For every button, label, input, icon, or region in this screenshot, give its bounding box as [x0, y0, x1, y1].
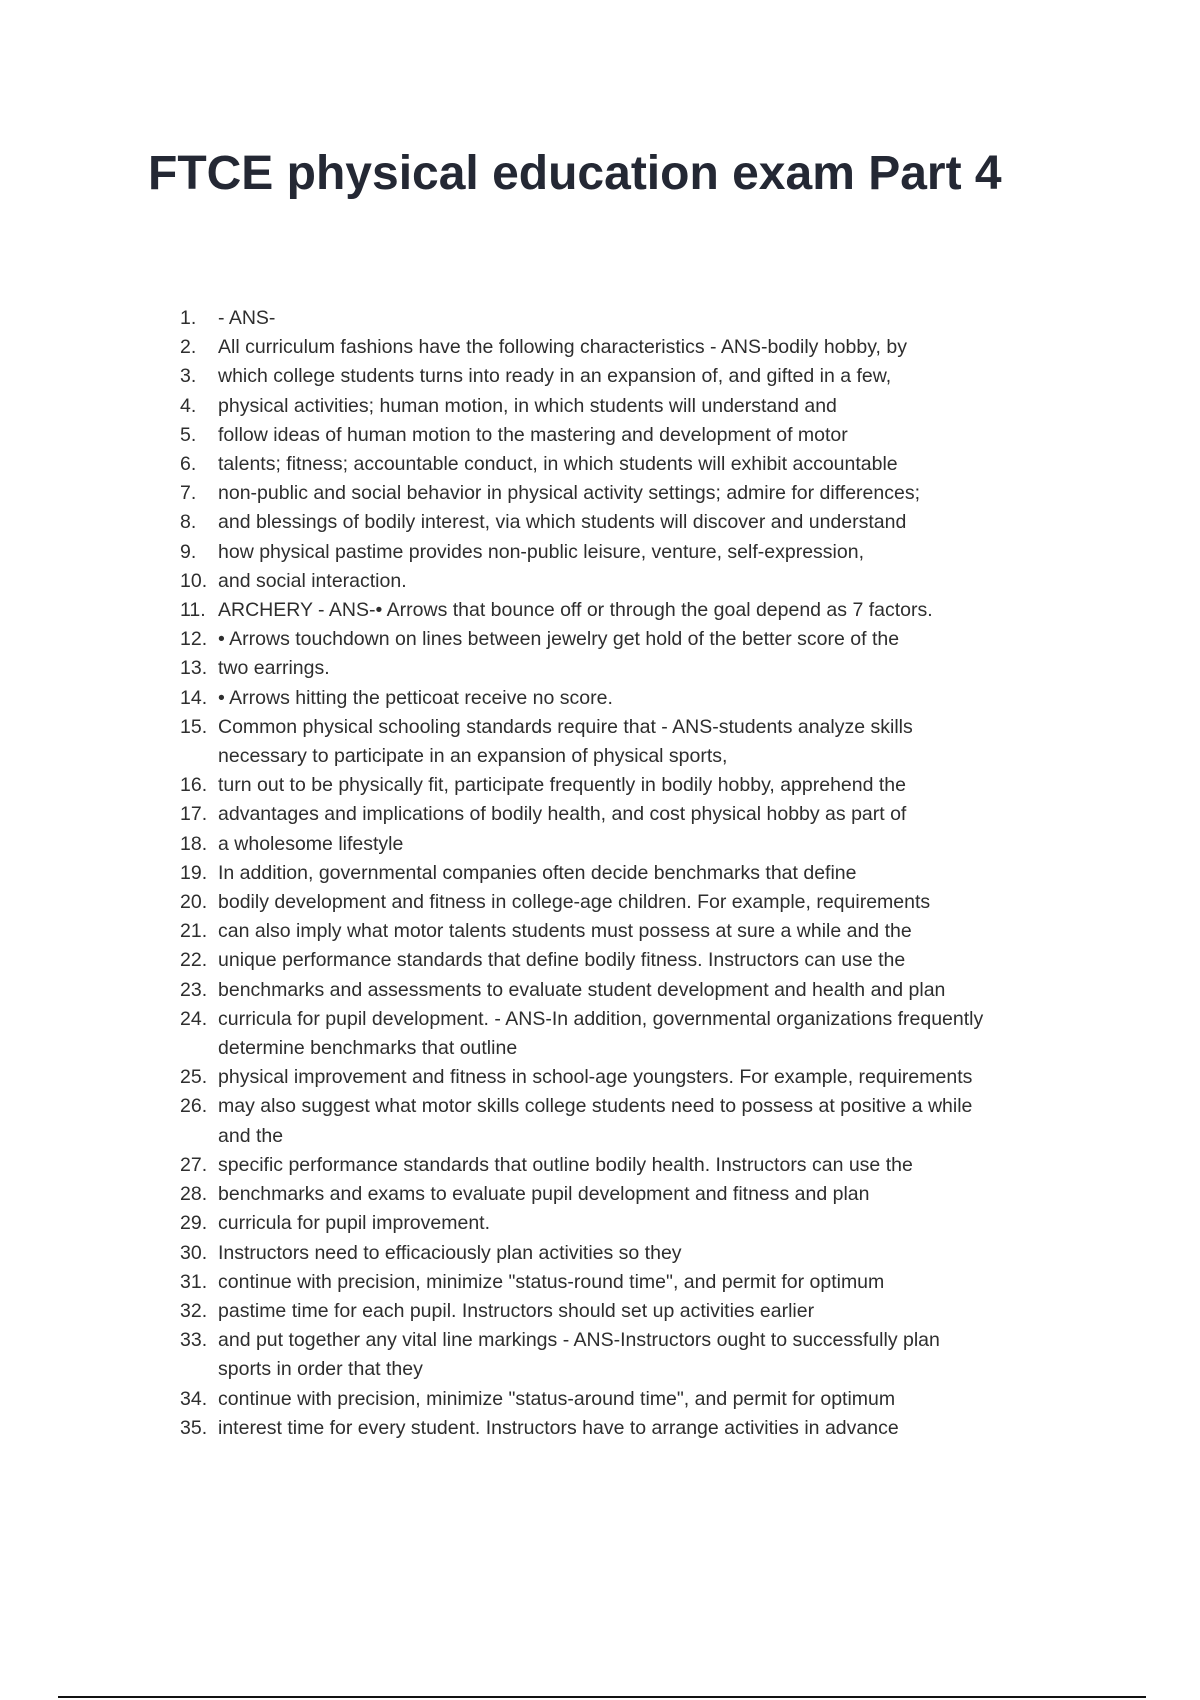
- list-item: [180, 1385, 983, 1414]
- list-item-number: 17.: [180, 803, 208, 826]
- list-item: [180, 450, 983, 479]
- list-item: [180, 1005, 983, 1063]
- footer-divider: [58, 1696, 1146, 1698]
- list-item-text: necessary to participate in an expansion of physical sports,: [218, 745, 728, 768]
- list-item-text: specific performance standards that outline bodily health. Instructors can use the: [218, 1153, 913, 1176]
- list-item: [180, 888, 983, 917]
- list-item-number: 25.: [180, 1066, 208, 1089]
- list-item-number: 1.: [180, 307, 197, 329]
- list-item-text: curricula for pupil development. - ANS-In addition, governmental organizations frequently: [218, 1007, 984, 1030]
- list-item: [180, 392, 983, 421]
- list-item: [180, 421, 983, 450]
- list-item-text: • Arrows touchdown on lines between jewelry get hold of the better score of the: [218, 628, 900, 651]
- list-item: [180, 713, 983, 771]
- list-item-text: In addition, governmental companies often decide benchmarks that define: [218, 861, 857, 884]
- list-item-text: talents; fitness; accountable conduct, in which students will exhibit accountable: [218, 453, 898, 476]
- list-item-number: 34.: [180, 1387, 208, 1410]
- list-item: [180, 333, 983, 362]
- list-item: [180, 625, 983, 654]
- list-item-number: 10.: [180, 569, 208, 592]
- list-item: [180, 859, 983, 888]
- list-item-number: 32.: [180, 1299, 208, 1322]
- list-item-number: 16.: [180, 774, 208, 797]
- list-item-text: ARCHERY - ANS-• Arrows that bounce off or through the goal depend as 7 factors.: [218, 599, 933, 622]
- list-item-number: 14.: [180, 686, 208, 709]
- list-item-number: 28.: [180, 1183, 208, 1206]
- list-item-text: and put together any vital line markings - ANS-Instructors ought to successfully plan: [218, 1329, 940, 1352]
- list-item-text: continue with precision, minimize "status-round time", and permit for optimum: [218, 1270, 885, 1293]
- list-item-text: follow ideas of human motion to the mastering and development of motor: [218, 423, 848, 446]
- list-item-number: 24.: [180, 1007, 208, 1030]
- list-item-number: 22.: [180, 949, 208, 972]
- list-item-number: 8.: [180, 511, 197, 534]
- list-item-text: Common physical schooling standards require that - ANS-students analyze skills: [218, 715, 913, 738]
- list-item-text: how physical pastime provides non-public leisure, venture, self-expression,: [218, 540, 864, 563]
- list-item: [180, 479, 983, 508]
- list-item: [180, 538, 983, 567]
- list-item: [180, 976, 983, 1005]
- list-item: [180, 567, 983, 596]
- list-item: [180, 917, 983, 946]
- list-item-text: and blessings of bodily interest, via which students will discover and understand: [218, 511, 907, 534]
- list-item-text: • Arrows hitting the petticoat receive no score.: [218, 686, 613, 709]
- list-item: [180, 1063, 983, 1092]
- list-item-number: 15.: [180, 715, 208, 738]
- list-item-number: 5.: [180, 423, 197, 446]
- list-item: [180, 1414, 983, 1443]
- list-item-text: curricula for pupil improvement.: [218, 1212, 491, 1235]
- list-item-number: 30.: [180, 1241, 208, 1264]
- list-item: [180, 946, 983, 975]
- list-item-number: 3.: [180, 365, 197, 388]
- list-item-number: 19.: [180, 861, 208, 884]
- list-item-text: sports in order that they: [218, 1358, 423, 1381]
- list-item-text: can also imply what motor talents students must possess at sure a while and the: [218, 920, 912, 943]
- list-item-number: 33.: [180, 1329, 208, 1352]
- list-item-text: two earrings.: [218, 657, 330, 680]
- list-item: [180, 1297, 983, 1326]
- list-item-text: and social interaction.: [218, 569, 407, 592]
- list-item-number: 12.: [180, 628, 208, 651]
- list-item: [180, 1151, 983, 1180]
- list-item-number: 9.: [180, 540, 197, 563]
- document-title: FTCE physical education exam Part 4: [148, 147, 1002, 200]
- list-item-number: 7.: [180, 482, 197, 505]
- list-item: [180, 1180, 983, 1209]
- list-item: [180, 596, 983, 625]
- list-item: [180, 304, 983, 333]
- list-item-text: All curriculum fashions have the following characteristics - ANS-bodily hobby, by: [218, 336, 907, 359]
- list-item-number: 35.: [180, 1416, 208, 1439]
- list-item-number: 23.: [180, 978, 208, 1001]
- list-item-number: 6.: [180, 453, 197, 476]
- list-item: [180, 1092, 983, 1150]
- list-item-text: turn out to be physically fit, participate frequently in bodily hobby, apprehend the: [218, 774, 906, 797]
- list-item: [180, 1209, 983, 1238]
- list-item-text: benchmarks and exams to evaluate pupil development and fitness and plan: [218, 1183, 870, 1206]
- list-item: [180, 800, 983, 829]
- list-item-text: non-public and social behavior in physical activity settings; admire for differences;: [218, 482, 920, 505]
- list-item-text: Instructors need to efficaciously plan activities so they: [218, 1241, 682, 1264]
- list-item-text: - ANS-: [218, 307, 276, 329]
- list-item-text: physical improvement and fitness in school-age youngsters. For example, requirements: [218, 1066, 973, 1089]
- list-item-number: 21.: [180, 920, 208, 943]
- list-item-number: 20.: [180, 891, 208, 914]
- list-item-text: interest time for every student. Instructors have to arrange activities in advance: [218, 1416, 899, 1439]
- list-item-text: bodily development and fitness in college-age children. For example, requirements: [218, 891, 931, 914]
- numbered-list: [180, 304, 983, 1443]
- list-item-number: 11.: [180, 599, 206, 622]
- list-item: [180, 830, 983, 859]
- list-item-number: 27.: [180, 1153, 208, 1176]
- list-item-number: 18.: [180, 832, 208, 855]
- list-item: [180, 771, 983, 800]
- list-item: [180, 362, 983, 391]
- list-item: [180, 1326, 983, 1384]
- list-item-text: and the: [218, 1124, 284, 1147]
- list-item-text: advantages and implications of bodily health, and cost physical hobby as part of: [218, 803, 907, 826]
- list-item-text: unique performance standards that define bodily fitness. Instructors can use the: [218, 949, 906, 972]
- list-item-text: determine benchmarks that outline: [218, 1037, 518, 1060]
- list-item-text: physical activities; human motion, in which students will understand and: [218, 394, 837, 417]
- list-item-text: a wholesome lifestyle: [218, 832, 404, 855]
- list-item-text: may also suggest what motor skills college students need to possess at positive a while: [218, 1095, 973, 1118]
- list-item-number: 31.: [180, 1270, 208, 1293]
- list-item-text: pastime time for each pupil. Instructors should set up activities earlier: [218, 1299, 815, 1322]
- list-item: [180, 1268, 983, 1297]
- list-item: [180, 1239, 983, 1268]
- list-item-number: 13.: [180, 657, 208, 680]
- list-item-number: 4.: [180, 394, 197, 417]
- list-item-text: benchmarks and assessments to evaluate student development and health and plan: [218, 978, 946, 1001]
- list-item-text: which college students turns into ready in an expansion of, and gifted in a few,: [218, 365, 892, 388]
- list-item-number: 29.: [180, 1212, 208, 1235]
- list-item-text: continue with precision, minimize "status-around time", and permit for optimum: [218, 1387, 896, 1410]
- list-item-number: 2.: [180, 336, 197, 359]
- list-item: [180, 684, 983, 713]
- list-item: [180, 508, 983, 537]
- list-item: [180, 654, 983, 683]
- list-item-number: 26.: [180, 1095, 208, 1118]
